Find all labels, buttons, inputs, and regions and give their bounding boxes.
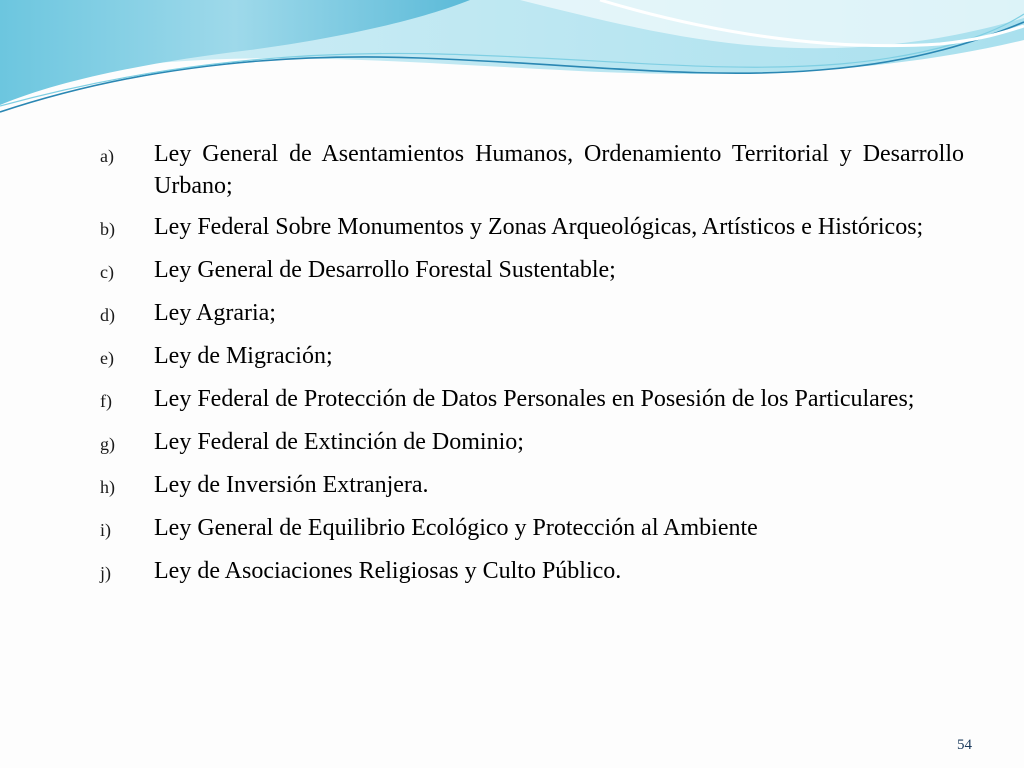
list-item xyxy=(100,469,964,503)
list-marker: j) xyxy=(100,563,111,583)
list-marker: e) xyxy=(100,348,114,368)
list-item-text: Ley General de Equilibrio Ecológico y Protección al Ambiente xyxy=(154,515,758,541)
page-number: 54 xyxy=(957,737,972,753)
list-item xyxy=(100,383,964,417)
list-item-text: Ley General de Asentamientos Humanos, Ordenamiento Territorial y Desarrollo Urbano; xyxy=(154,141,964,199)
list-item xyxy=(100,254,964,288)
list-item xyxy=(100,512,964,546)
list-item-text: Ley Federal Sobre Monumentos y Zonas Arqueológicas, Artísticos e Históricos; xyxy=(154,214,924,240)
list-item xyxy=(100,297,964,331)
list-marker: f) xyxy=(100,391,112,411)
header-wave-decoration xyxy=(0,0,1024,130)
law-list xyxy=(100,138,964,598)
list-item-text: Ley de Inversión Extranjera. xyxy=(154,472,429,498)
list-item-text: Ley General de Desarrollo Forestal Sustentable; xyxy=(154,257,616,283)
list-marker: b) xyxy=(100,219,115,239)
list-marker: a) xyxy=(100,146,114,166)
list-item xyxy=(100,138,964,202)
list-item xyxy=(100,340,964,374)
list-item xyxy=(100,211,964,245)
list-item-text: Ley de Migración; xyxy=(154,343,333,369)
list-item-text: Ley Agraria; xyxy=(154,300,276,326)
list-marker: c) xyxy=(100,262,114,282)
list-item-text: Ley Federal de Protección de Datos Personales en Posesión de los Particulares; xyxy=(154,386,915,412)
list-marker: d) xyxy=(100,305,115,325)
list-marker: h) xyxy=(100,477,115,497)
list-item-text: Ley Federal de Extinción de Dominio; xyxy=(154,429,524,455)
list-item xyxy=(100,555,964,589)
list-item-text: Ley de Asociaciones Religiosas y Culto Público. xyxy=(154,558,622,584)
list-marker: i) xyxy=(100,520,111,540)
list-item xyxy=(100,426,964,460)
list-marker: g) xyxy=(100,434,115,454)
